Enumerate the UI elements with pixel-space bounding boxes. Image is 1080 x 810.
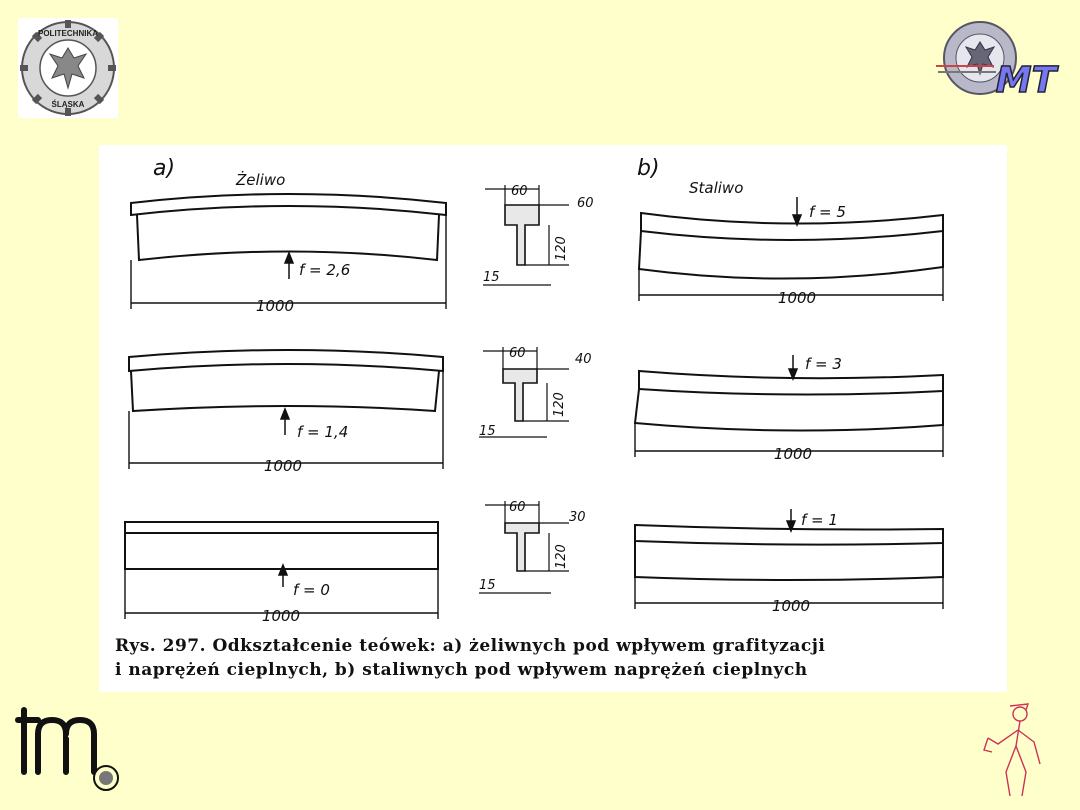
length-a2: 1000: [263, 457, 303, 475]
mt-badge-text: MT: [995, 60, 1057, 101]
beam-b1: [641, 213, 943, 240]
beam-b3-web: [635, 541, 943, 580]
caption-line-1: Rys. 297. Odkształcenie teówek: a) żeliwnych pod wpływem grafityzacji: [115, 636, 826, 656]
teowki-deformation-figure: [99, 145, 1007, 692]
beam-b1-web: [639, 231, 943, 279]
f-label-a1: f = 2,6: [299, 261, 351, 279]
f-label-a2: f = 1,4: [297, 423, 349, 441]
panel-b-title: Staliwo: [689, 179, 744, 197]
f-label-a3: f = 0: [293, 581, 330, 599]
tm-logo: [14, 700, 124, 796]
t-section-1: [505, 205, 539, 265]
beam-a2-web: [131, 371, 439, 411]
mt-logo: [934, 18, 1064, 104]
section1-web: 15: [483, 270, 500, 285]
section3-height: 120: [554, 544, 569, 569]
panel-b-letter: b): [637, 156, 660, 181]
section3-web: 15: [479, 578, 496, 593]
length-a1: 1000: [255, 297, 295, 315]
section2-web: 15: [479, 424, 496, 439]
section2-width: 60: [509, 346, 526, 361]
length-b1: 1000: [777, 289, 817, 307]
length-b3: 1000: [771, 597, 811, 615]
section3-flange: 30: [569, 510, 586, 525]
length-a3: 1000: [261, 607, 301, 625]
section2-height: 120: [552, 392, 567, 417]
beam-a1: [131, 194, 446, 215]
politechnika-slaska-logo: [18, 18, 118, 118]
f-label-b2: f = 3: [805, 355, 842, 373]
logo-text-bottom: ŚLĄSKA: [51, 100, 85, 109]
caption-line-2: i naprężeń cieplnych, b) staliwnych pod wpływem naprężeń cieplnych: [115, 660, 808, 680]
beam-a2: [129, 350, 443, 371]
length-b2: 1000: [773, 445, 813, 463]
section1-flange: 60: [577, 196, 594, 211]
section2-flange: 40: [575, 352, 592, 367]
f-label-b1: f = 5: [809, 203, 846, 221]
panel-a-letter: a): [153, 156, 176, 181]
t-section-3: [505, 523, 539, 571]
t-section-2: [503, 369, 537, 421]
f-label-b3: f = 1: [801, 511, 838, 529]
beam-a3-web: [125, 533, 438, 569]
beam-a1-web: [137, 215, 439, 260]
panel-a-title: Żeliwo: [236, 171, 286, 189]
section3-width: 60: [509, 500, 526, 515]
section1-height: 120: [554, 236, 569, 261]
section1-width: 60: [511, 184, 528, 199]
foundry-worker-logo: [980, 700, 1050, 800]
beam-a3: [125, 522, 438, 533]
logo-text-top: POLITECHNIKA: [38, 29, 98, 38]
